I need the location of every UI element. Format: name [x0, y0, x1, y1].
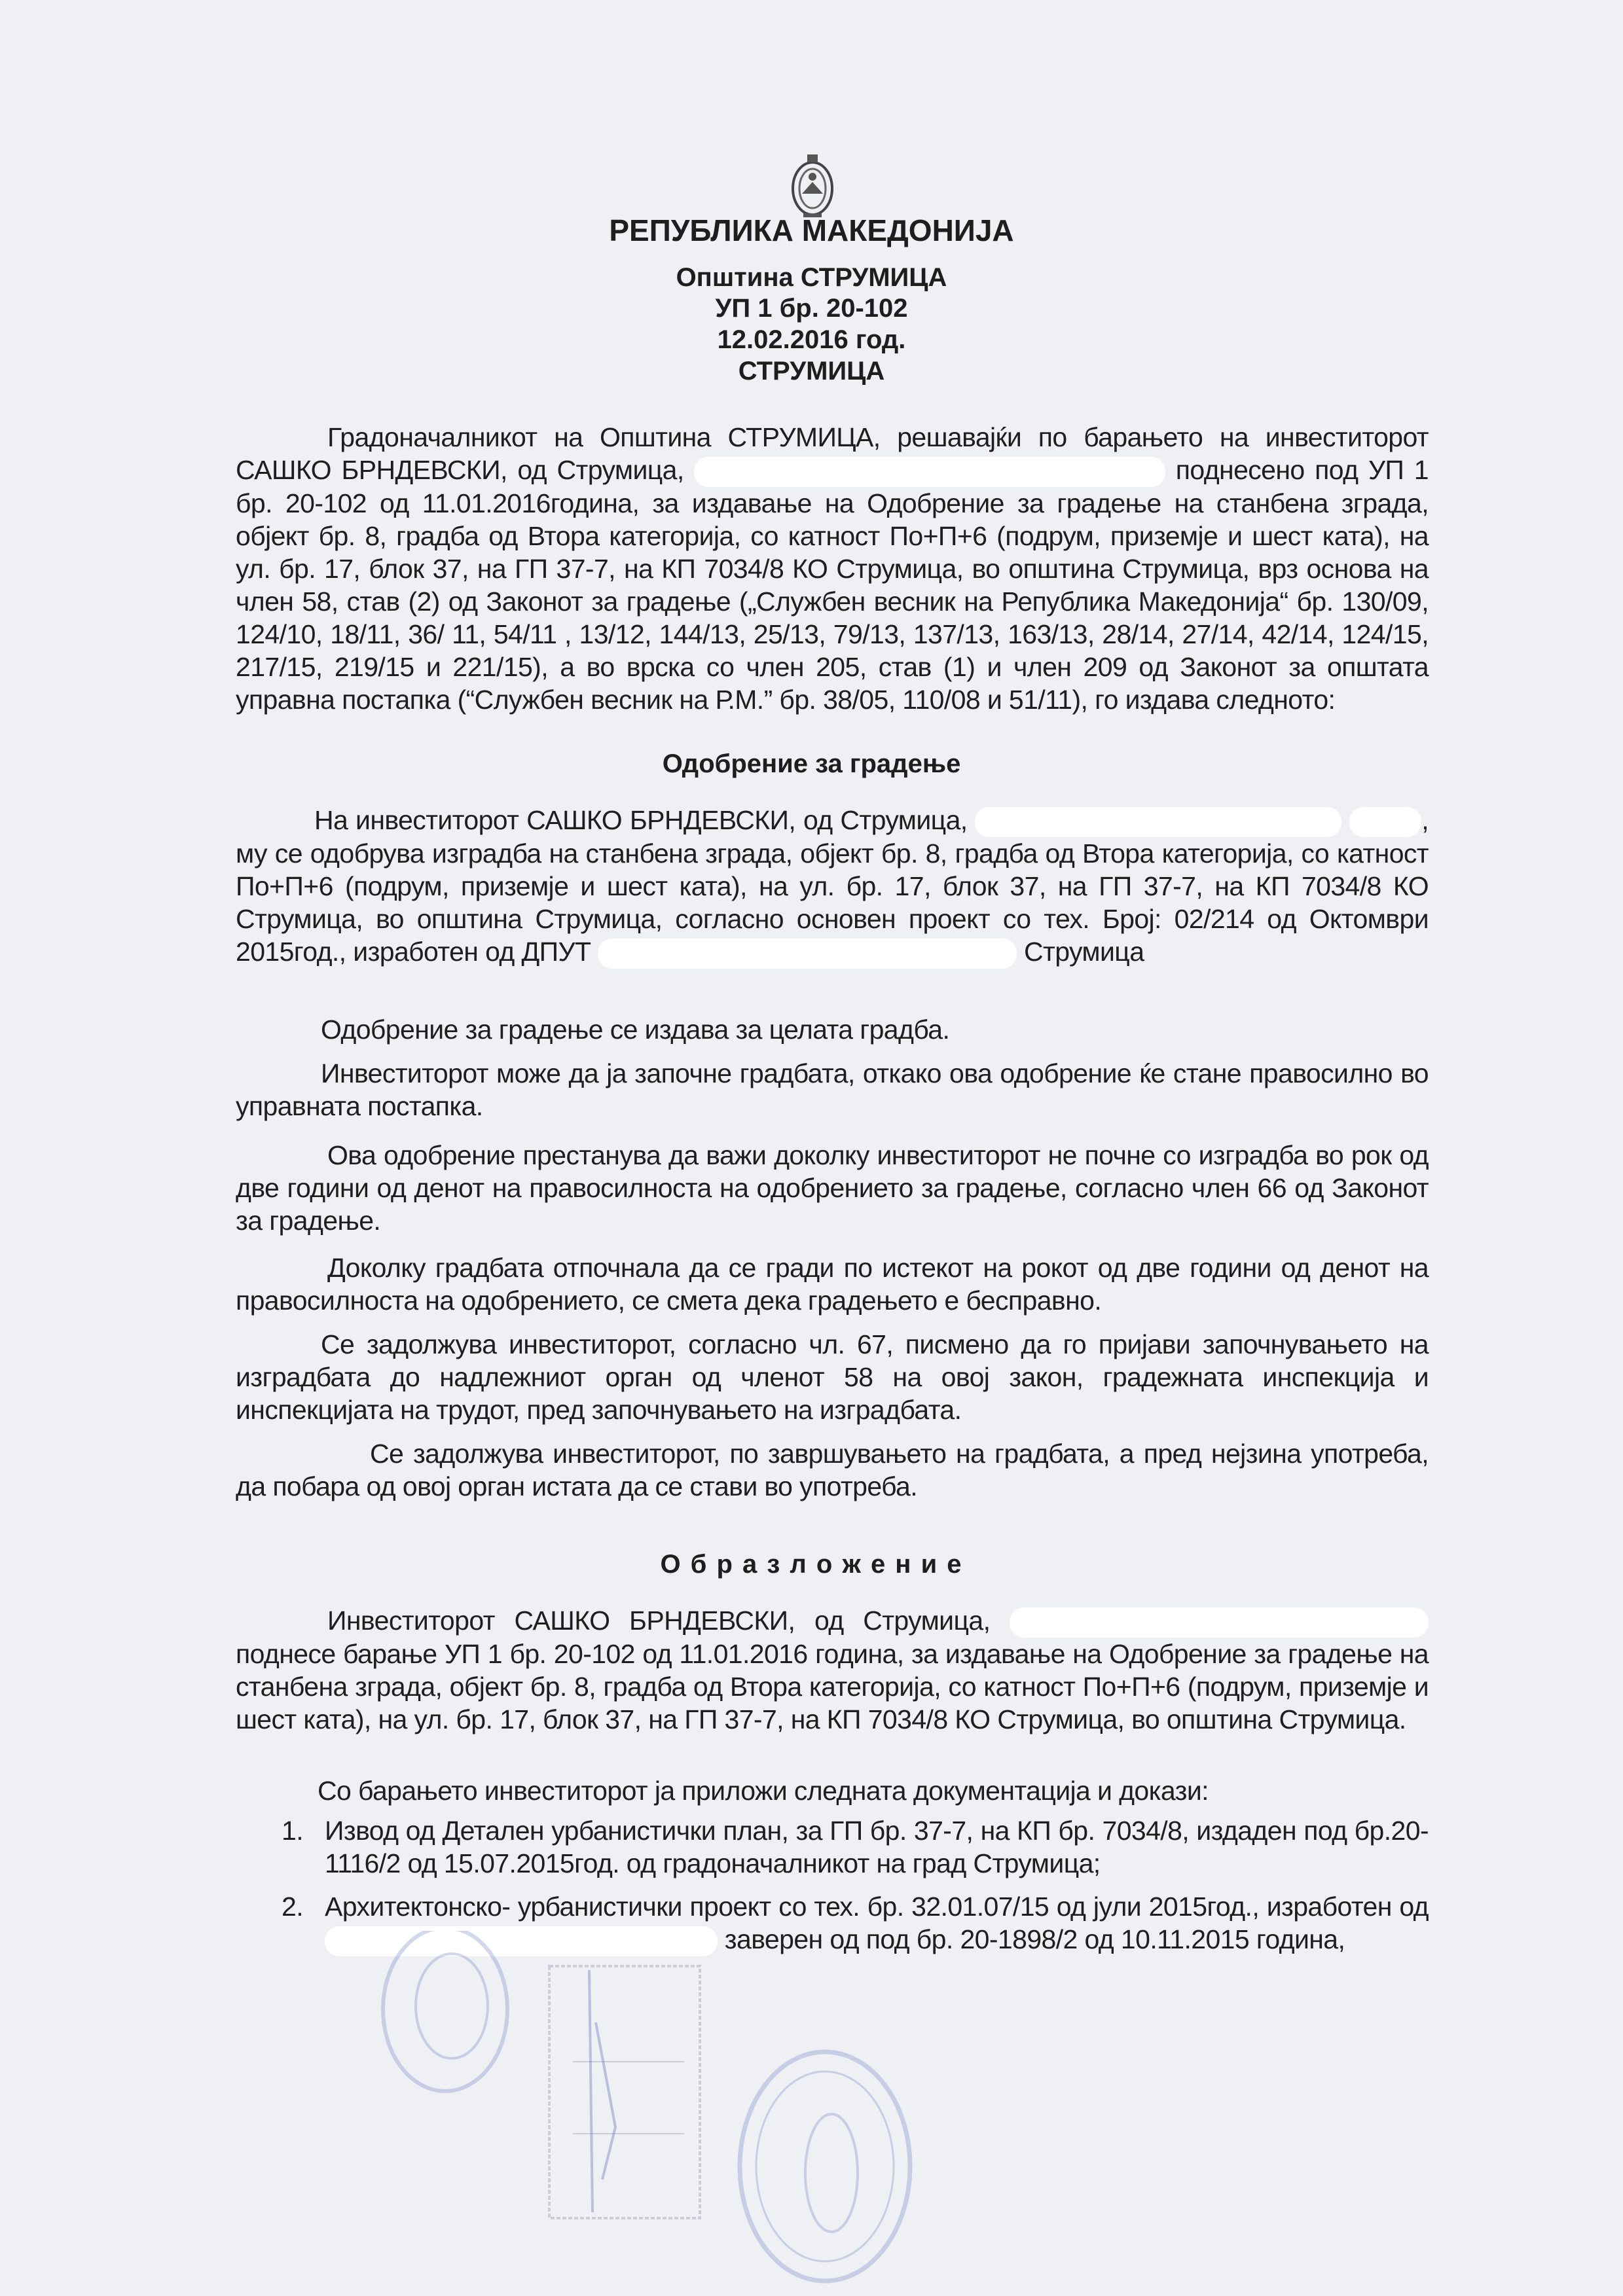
- redacted-address: [1010, 1607, 1429, 1638]
- case-number: УП 1 бр. 20-102: [715, 294, 908, 323]
- redacted-address: [1349, 807, 1421, 837]
- redacted-address: [975, 807, 1341, 837]
- official-round-stamp: [727, 2042, 923, 2291]
- decision-paragraph-5: Доколку градбата отпочнала да се гради по истекот на рокот од две години од денот на правосилноста на одобрението, се смета дека градењето е бесправно.: [236, 1253, 1429, 1316]
- list-item: 2. Архитектонско- урбанистички проект со тех. бр. 32.01.07/15 од јули 2015год., изработен од заверен од под бр. 20-1898/2 од 10.11.2015 година,: [282, 1890, 1429, 1956]
- reasoning-title: О б р а з л о ж е н и е: [660, 1550, 963, 1579]
- city: СТРУМИЦА: [738, 357, 885, 386]
- municipality: Општина СТРУМИЦА: [676, 263, 947, 292]
- decision-paragraph-2: Одобрение за градење се издава за целата градба.: [321, 1014, 950, 1045]
- reasoning-paragraph-1: Инвеститорот САШКО БРНДЕВСКИ, од Струмица, поднесе барање УП 1 бр. 20-102 од 11.01.2016 година, за издавање на Одобрение за градење на станбена зграда, објект бр. 8, градба од Втора категорија, со катност По+П+6 (подрум, приземје и шест ката), на ул. бр. 17, блок 37, на ГП 37-7, на КП 7034/8 КО Струмица, во општина Струмица.: [236, 1605, 1429, 1735]
- municipality-stamp: [367, 1931, 524, 2127]
- reasoning-paragraph-2: Со барањето инвеститорот ја приложи следната документација и докази:: [318, 1776, 1209, 1806]
- redacted-company: [598, 939, 1017, 969]
- decision-paragraph-3: Инвеститорот може да ја започне градбата, откако ова одобрение ќе стане правосилно во управната постапка.: [236, 1058, 1429, 1121]
- decision-title: Одобрение за градење: [662, 749, 961, 778]
- country-title: РЕПУБЛИКА МАКЕДОНИЈА: [609, 213, 1014, 247]
- decision-paragraph-4: Ова одобрение престанува да важи доколку инвеститорот не почне со изградба во рок од две години од денот на правосилноста на одобрението за градење, согласно член 66 од Законот за градење.: [236, 1140, 1429, 1236]
- redacted-address: [694, 457, 1165, 487]
- document-date: 12.02.2016 год.: [717, 325, 906, 354]
- list-item: 1. Извод од Детален урбанистички план, за ГП бр. 37-7, на КП бр. 7034/8, издаден под бр.20-1116/2 од 15.07.2015год. од градоначалникот на град Струмица;: [282, 1816, 1429, 1878]
- decision-paragraph-7: Се задолжува инвеститорот, по завршувањето на градбата, а пред нејзина употреба, да побара од овој орган истата да се стави во употреба.: [236, 1439, 1429, 1501]
- decision-paragraph-6: Се задолжува инвеститорот, согласно чл. 67, писмено да го пријави започнувањето на изградбата до надлежниот орган од членот 58 на овој закон, градежната инспекција и инспекцијата на трудот, пред започнувањето на изградбата.: [236, 1329, 1429, 1425]
- intro-paragraph: Градоначалникот на Општина СТРУМИЦА, решавајќи по барањето на инвеститорот САШКО БРНДЕВСКИ, од Струмица, поднесено под УП 1 бр. 20-102 од 11.01.2016година, за издавање на Одобрение за градење на станбена зграда, објект бр. 8, градба од Втора категорија, со катност По+П+6 (подрум, приземје и шест ката), на ул. бр. 17, блок 37, на ГП 37-7, на КП 7034/8 КО Струмица, во општина Струмица, врз основа на член 58, став (2) од Законот за градење („Службен весник на Република Македонија“ бр. 130/09, 124/10, 18/11, 36/ 11, 54/11 , 13/12, 144/13, 25/13, 79/13, 137/13, 163/13, 28/14, 27/14, 42/14, 124/15, 217/15, 219/15 и 221/15), а во врска со член 205, став (1) и член 209 од Законот за општата управна постапка (“Службен весник на Р.М.” бр. 38/05, 110/08 и 51/11), го издава следното:: [236, 422, 1429, 715]
- signature: [576, 1964, 629, 2225]
- decision-paragraph-1: На инвеститорот САШКО БРНДЕВСКИ, од Струмица, , му се одобрува изградба на станбена зграда, објект бр. 8, градба од Втора категорија, со катност По+П+6 (подрум, приземје и шест ката), на ул. бр. 17, блок 37, на ГП 37-7, на КП 7034/8 КО Струмица, во општина Струмица, согласно основен проект со тех. Број: 02/214 од Октомври 2015год., изработен од ДПУТ Струмица: [236, 804, 1429, 969]
- coat-of-arms-emblem: [789, 151, 836, 219]
